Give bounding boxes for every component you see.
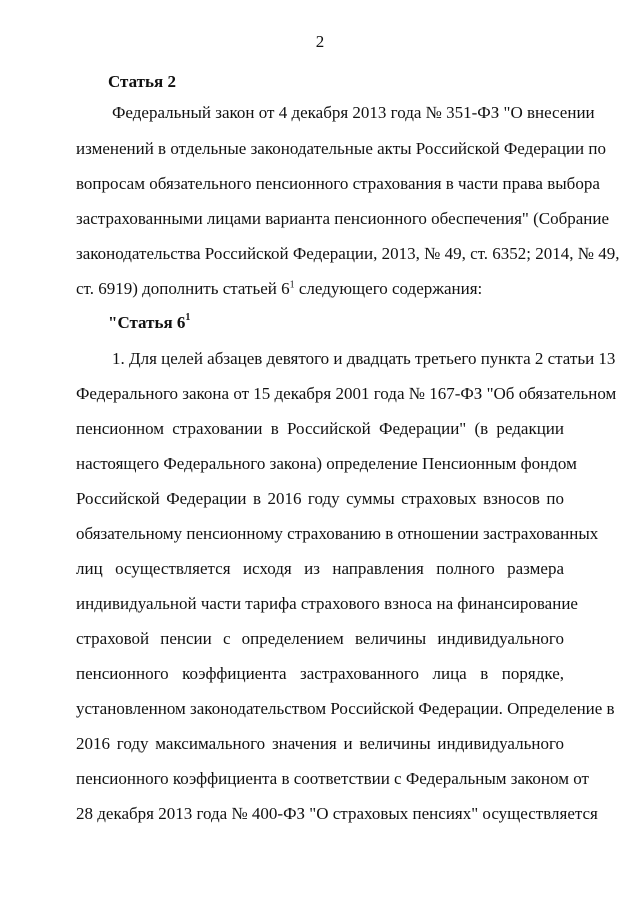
article-2-line: изменений в отдельные законодательные акты Российской Федерации по (76, 139, 606, 158)
page-number: 2 (315, 32, 325, 51)
article-6-1-line: пенсионного коэффициента в соответствии с Федеральным законом от (76, 769, 589, 788)
article-2-line: вопросам обязательного пенсионного страхования в части права выбора (76, 174, 600, 193)
article-6-1-line: Российской Федерации в 2016 году суммы страховых взносов по (76, 489, 564, 508)
article-6-1-heading-superscript: 1 (185, 312, 191, 324)
article-6-1-line: индивидуальной части тарифа страхового взноса на финансирование (76, 594, 578, 613)
article-6-1-line: страховой пенсии с определением величины индивидуального (76, 629, 564, 648)
article-6-1-line: лиц осуществляется исходя из направления полного размера (76, 559, 564, 578)
article-2-last-line-before: ст. 6919) дополнить статьей 6 (76, 279, 290, 298)
article-6-1-line: пенсионного коэффициента застрахованного лица в порядке, (76, 664, 564, 683)
article-2-line: законодательства Российской Федерации, 2013, № 49, ст. 6352; 2014, № 49, (76, 244, 620, 263)
article-2-last-line (76, 279, 564, 301)
article-2-line: Федеральный закон от 4 декабря 2013 года № 351-ФЗ "О внесении (112, 103, 595, 122)
article-6-1-line: 1. Для целей абзацев девятого и двадцать третьего пункта 2 статьи 13 (112, 349, 616, 368)
article-6-1-line: 2016 году максимального значения и величины индивидуального (76, 734, 564, 753)
article-2-heading: Статья 2 (108, 72, 176, 91)
article-6-1-line: настоящего Федерального закона) определение Пенсионным фондом (76, 454, 577, 473)
article-6-1-line: обязательному пенсионному страхованию в отношении застрахованных (76, 524, 599, 543)
article-2-last-line-after: следующего содержания: (294, 279, 483, 298)
article-6-1-line: Федерального закона от 15 декабря 2001 года № 167-ФЗ "Об обязательном (76, 384, 617, 403)
article-6-1-heading (108, 313, 190, 333)
article-6-1-line: установленном законодательством Российской Федерации. Определение в (76, 699, 615, 718)
article-6-1-line: пенсионном страховании в Российской Федерации" (в редакции (76, 419, 564, 438)
article-6-1-line: 28 декабря 2013 года № 400-ФЗ "О страховых пенсиях" осуществляется (76, 804, 598, 823)
article-6-1-heading-text: "Статья 6 (108, 313, 186, 332)
article-2-last-line-superscript: 1 (289, 279, 295, 291)
article-2-line: застрахованными лицами варианта пенсионного обеспечения" (Собрание (76, 209, 610, 228)
